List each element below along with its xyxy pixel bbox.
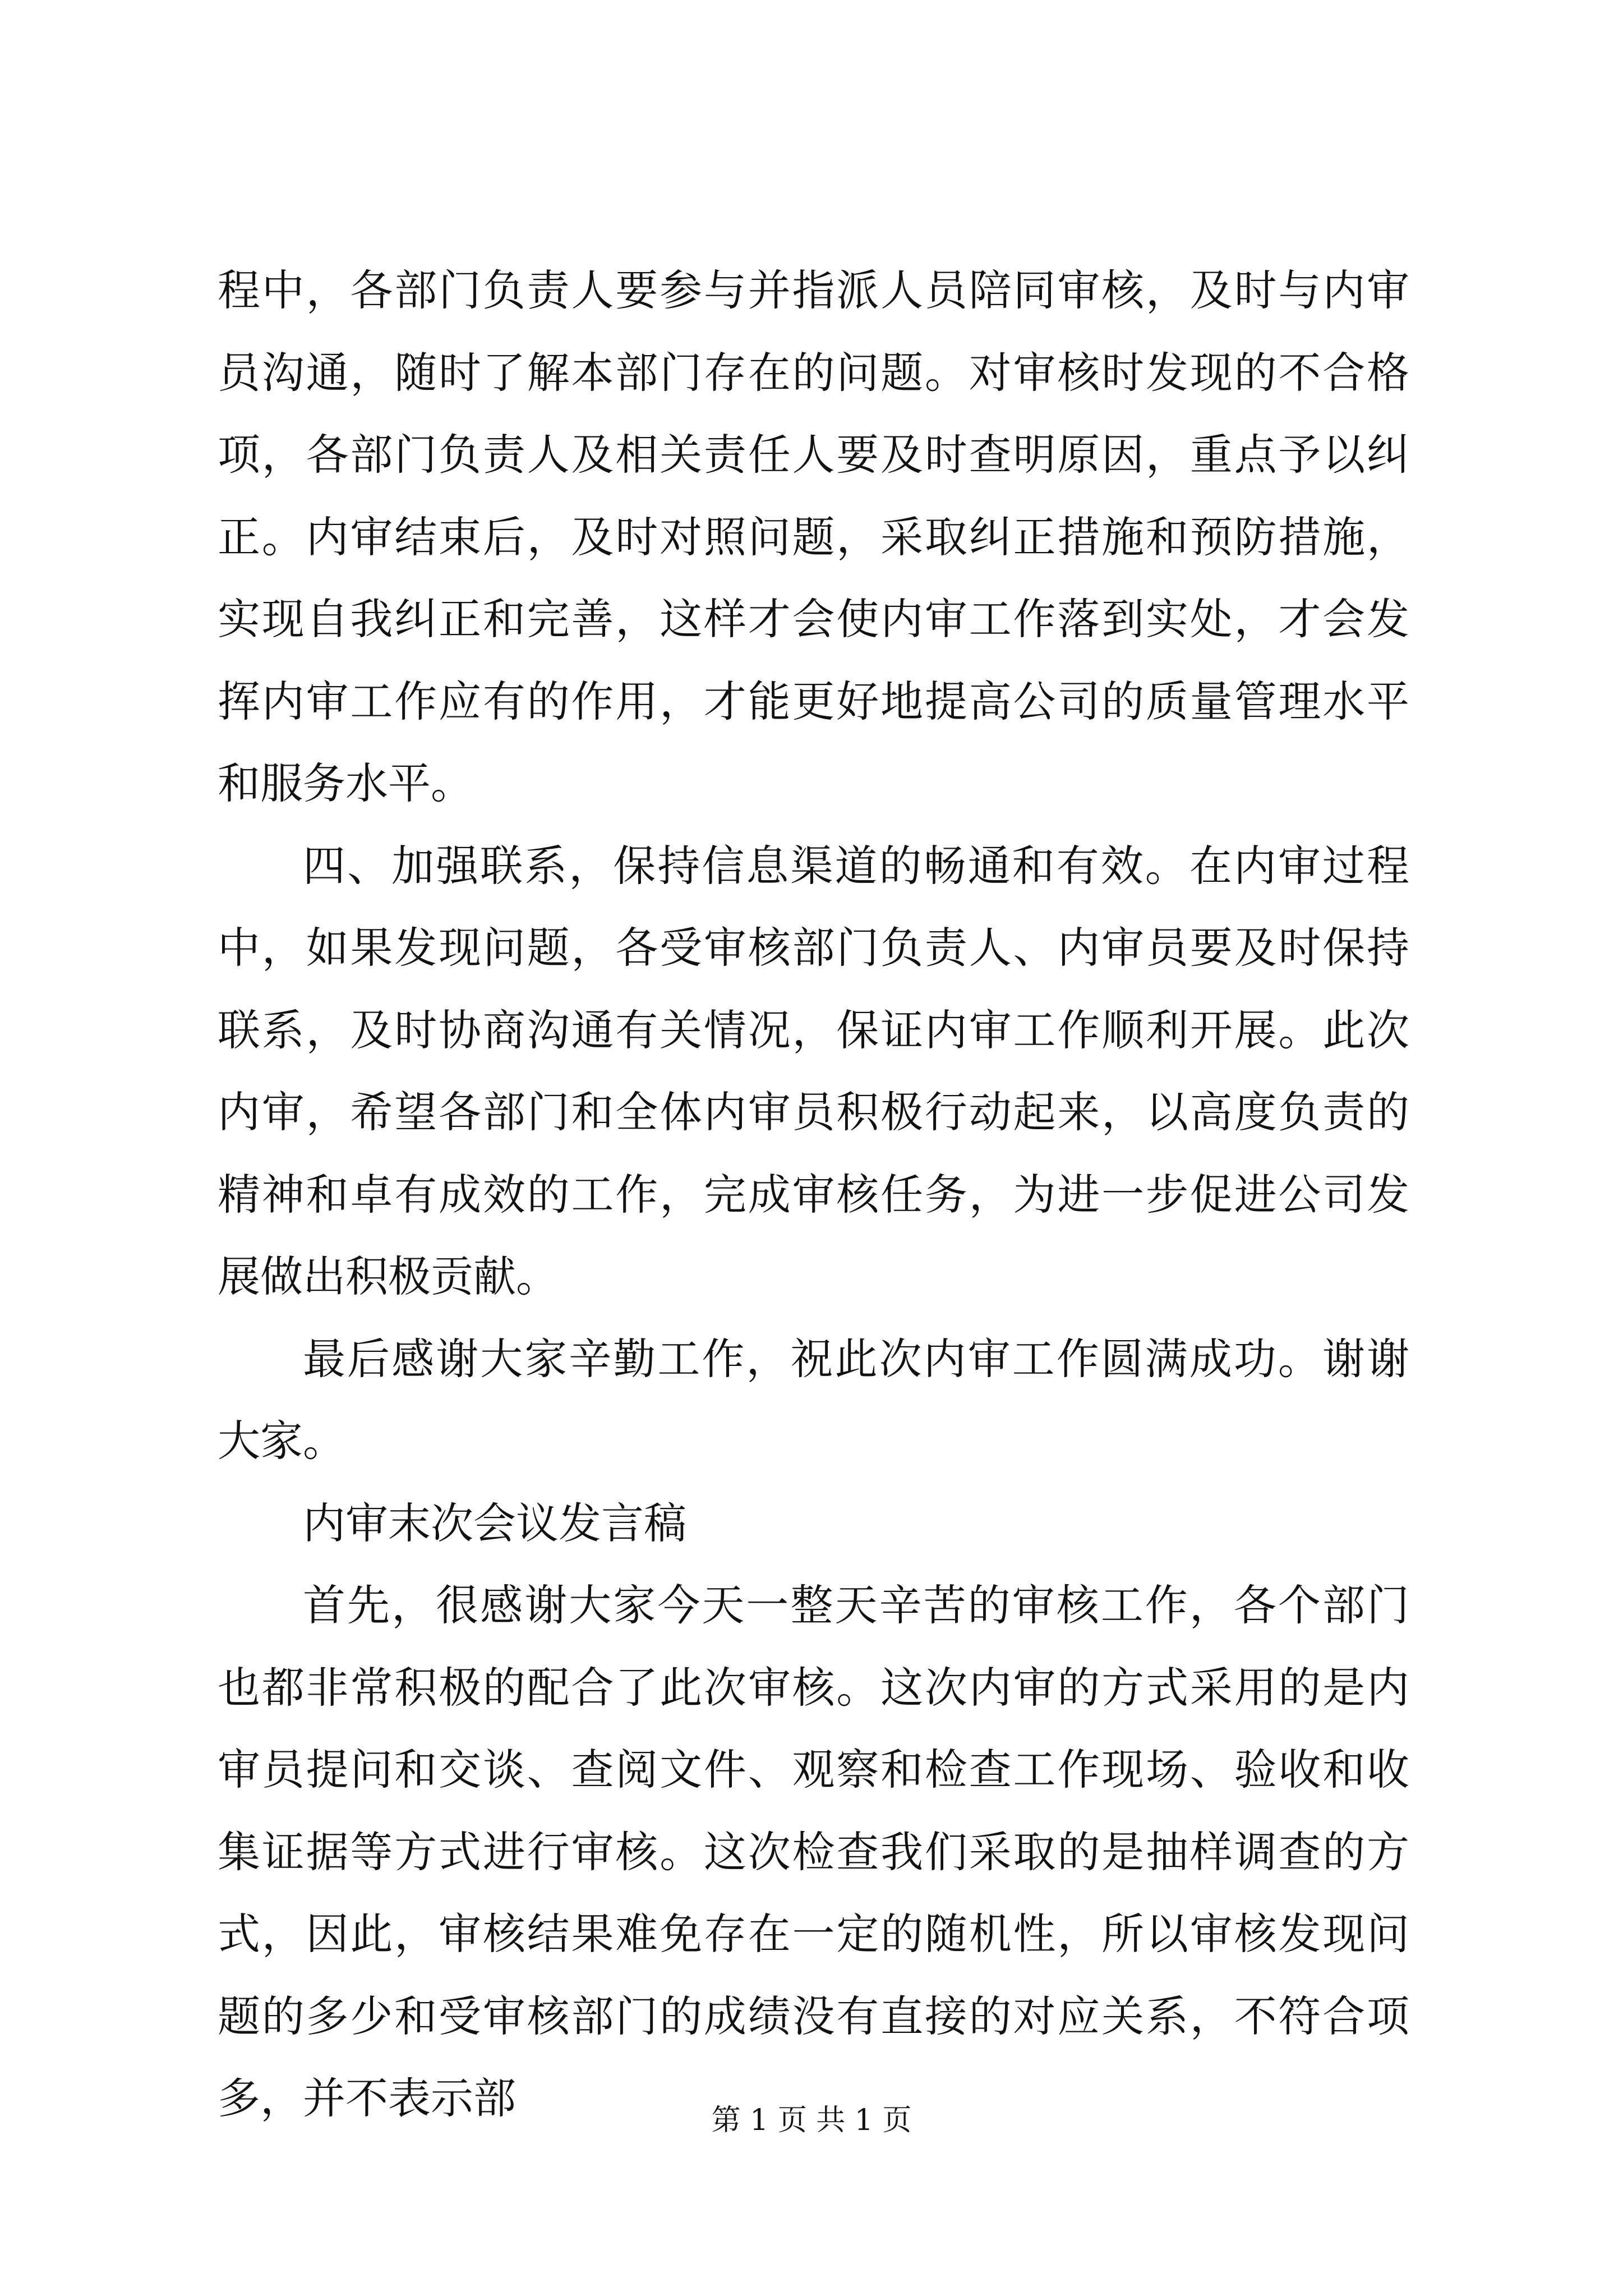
paragraph-speech-opening: 首先，很感谢大家今天一整天辛苦的审核工作，各个部门也都非常积极的配合了此次审核。这次内审的方式采用的是内审员提问和交谈、查阅文件、观察和检查工作现场、验收和收集证据等方式进行审核。这次检查我们采取的是抽样调查的方式，因此，审核结果难免存在一定的随机性，所以审核发现问题的多少和受审核部门的成绩没有直接的对应关系，不符合项多，并不表示部: [218, 1580, 1409, 2123]
paragraph-closing-thanks: 最后感谢大家辛勤工作，祝此次内审工作圆满成功。谢谢大家。: [218, 1333, 1409, 1466]
paragraph-continuation: 程中，各部门负责人要参与并指派人员陪同审核，及时与内审员沟通，随时了解本部门存在的问题。对审核时发现的不合格项，各部门负责人及相关责任人要及时查明原因，重点予以纠正。内审结束后，及时对照问题，采取纠正措施和预防措施，实现自我纠正和完善，这样才会使内审工作落到实处，才会发挥内审工作应有的作用，才能更好地提高公司的质量管理水平和服务水平。: [218, 265, 1409, 808]
paragraph-section-four: 四、加强联系，保持信息渠道的畅通和有效。在内审过程中，如果发现问题，各受审核部门负责人、内审员要及时保持联系，及时协商沟通有关情况，保证内审工作顺利开展。此次内审，希望各部门和全体内审员积极行动起来，以高度负责的精神和卓有成效的工作，完成审核任务，为进一步促进公司发展做出积极贡献。: [218, 840, 1409, 1301]
document-body: [218, 250, 1409, 2140]
page-number-footer: 第 1 页 共 1 页: [711, 2104, 912, 2137]
section-heading: 内审末次会议发言稿: [303, 1498, 686, 1548]
